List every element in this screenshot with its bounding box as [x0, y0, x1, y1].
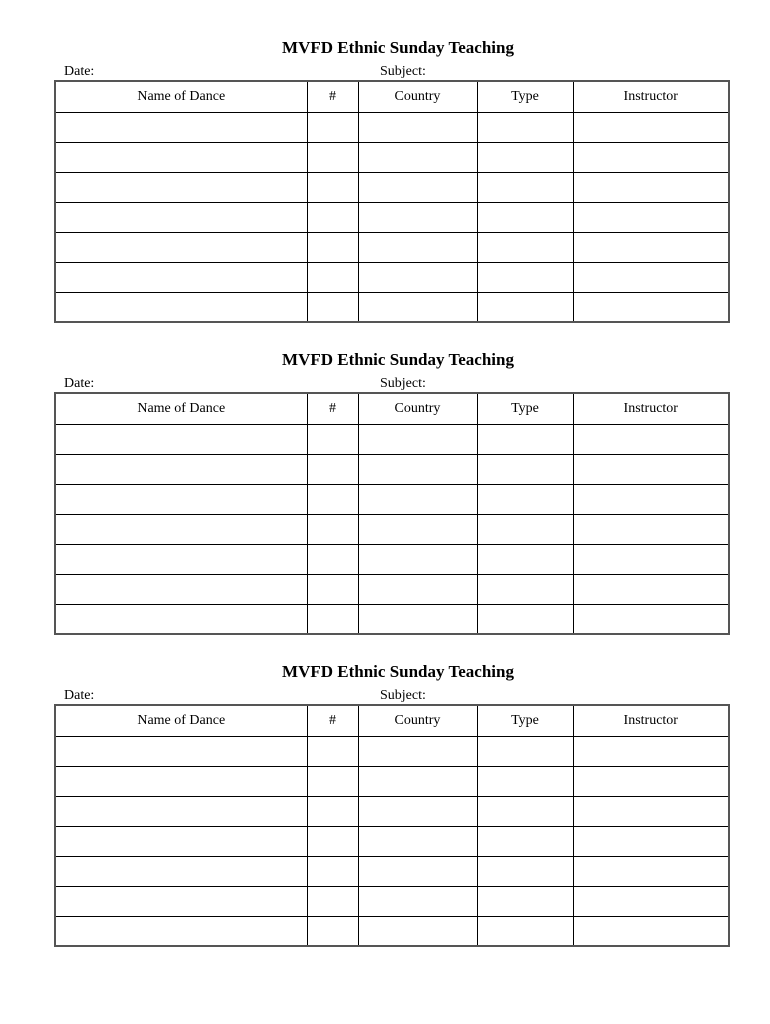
table-row [55, 856, 729, 886]
subject-label: Subject: [380, 64, 426, 79]
country-cell[interactable] [358, 886, 477, 916]
column-header-country: Country [358, 81, 477, 112]
country-cell[interactable] [358, 484, 477, 514]
table-row [55, 484, 729, 514]
country-cell[interactable] [358, 232, 477, 262]
instructor-cell[interactable] [573, 142, 729, 172]
instructor-cell[interactable] [573, 424, 729, 454]
table-row [55, 172, 729, 202]
number-cell[interactable] [307, 796, 358, 826]
column-header-name: Name of Dance [55, 393, 307, 424]
name-cell[interactable] [55, 544, 307, 574]
number-cell[interactable] [307, 856, 358, 886]
type-cell[interactable] [477, 604, 573, 634]
name-cell[interactable] [55, 202, 307, 232]
subject-label: Subject: [380, 688, 426, 703]
type-cell[interactable] [477, 232, 573, 262]
instructor-cell[interactable] [573, 262, 729, 292]
table-row [55, 766, 729, 796]
type-cell[interactable] [477, 262, 573, 292]
table-row [55, 454, 729, 484]
number-cell[interactable] [307, 172, 358, 202]
form-title: MVFD Ethnic Sunday Teaching [282, 38, 514, 57]
name-cell[interactable] [55, 454, 307, 484]
number-cell[interactable] [307, 886, 358, 916]
number-cell[interactable] [307, 826, 358, 856]
country-cell[interactable] [358, 574, 477, 604]
column-header-number: # [307, 705, 358, 736]
name-cell[interactable] [55, 514, 307, 544]
type-cell[interactable] [477, 202, 573, 232]
table-row [55, 232, 729, 262]
number-cell[interactable] [307, 604, 358, 634]
column-header-instructor: Instructor [573, 81, 729, 112]
type-cell[interactable] [477, 292, 573, 322]
instructor-cell[interactable] [573, 544, 729, 574]
type-cell[interactable] [477, 172, 573, 202]
number-cell[interactable] [307, 232, 358, 262]
name-cell[interactable] [55, 796, 307, 826]
country-cell[interactable] [358, 604, 477, 634]
dance-table [54, 80, 730, 323]
name-cell[interactable] [55, 826, 307, 856]
table-header-row [55, 705, 729, 736]
type-cell[interactable] [477, 574, 573, 604]
name-cell[interactable] [55, 736, 307, 766]
column-header-number: # [307, 393, 358, 424]
type-cell[interactable] [477, 856, 573, 886]
instructor-cell[interactable] [573, 916, 729, 946]
name-cell[interactable] [55, 916, 307, 946]
type-cell[interactable] [477, 826, 573, 856]
country-cell[interactable] [358, 172, 477, 202]
country-cell[interactable] [358, 826, 477, 856]
column-header-instructor: Instructor [573, 393, 729, 424]
instructor-cell[interactable] [573, 484, 729, 514]
country-cell[interactable] [358, 766, 477, 796]
country-cell[interactable] [358, 544, 477, 574]
instructor-cell[interactable] [573, 292, 729, 322]
form-title: MVFD Ethnic Sunday Teaching [282, 662, 514, 681]
name-cell[interactable] [55, 172, 307, 202]
instructor-cell[interactable] [573, 886, 729, 916]
number-cell[interactable] [307, 514, 358, 544]
number-cell[interactable] [307, 916, 358, 946]
number-cell[interactable] [307, 544, 358, 574]
instructor-cell[interactable] [573, 172, 729, 202]
type-cell[interactable] [477, 514, 573, 544]
date-label: Date: [64, 376, 95, 391]
column-header-number: # [307, 81, 358, 112]
number-cell[interactable] [307, 292, 358, 322]
table-row [55, 202, 729, 232]
subject-label: Subject: [380, 376, 426, 391]
instructor-cell[interactable] [573, 856, 729, 886]
type-cell[interactable] [477, 544, 573, 574]
column-header-type: Type [477, 81, 573, 112]
instructor-cell[interactable] [573, 202, 729, 232]
country-cell[interactable] [358, 292, 477, 322]
type-cell[interactable] [477, 886, 573, 916]
column-header-type: Type [477, 393, 573, 424]
type-cell[interactable] [477, 454, 573, 484]
form-title: MVFD Ethnic Sunday Teaching [282, 350, 514, 369]
table-row [55, 142, 729, 172]
type-cell[interactable] [477, 424, 573, 454]
type-cell[interactable] [477, 112, 573, 142]
country-cell[interactable] [358, 202, 477, 232]
number-cell[interactable] [307, 766, 358, 796]
table-row [55, 112, 729, 142]
name-cell[interactable] [55, 604, 307, 634]
type-cell[interactable] [477, 142, 573, 172]
name-cell[interactable] [55, 484, 307, 514]
number-cell[interactable] [307, 112, 358, 142]
name-cell[interactable] [55, 856, 307, 886]
country-cell[interactable] [358, 796, 477, 826]
date-label: Date: [64, 64, 95, 79]
table-row [55, 736, 729, 766]
instructor-cell[interactable] [573, 736, 729, 766]
type-cell[interactable] [477, 766, 573, 796]
number-cell[interactable] [307, 202, 358, 232]
number-cell[interactable] [307, 574, 358, 604]
table-row [55, 544, 729, 574]
country-cell[interactable] [358, 142, 477, 172]
instructor-cell[interactable] [573, 454, 729, 484]
type-cell[interactable] [477, 736, 573, 766]
column-header-country: Country [358, 705, 477, 736]
country-cell[interactable] [358, 736, 477, 766]
table-row [55, 514, 729, 544]
number-cell[interactable] [307, 736, 358, 766]
type-cell[interactable] [477, 796, 573, 826]
country-cell[interactable] [358, 856, 477, 886]
column-header-type: Type [477, 705, 573, 736]
instructor-cell[interactable] [573, 826, 729, 856]
dance-table [54, 704, 730, 947]
table-row [55, 916, 729, 946]
column-header-instructor: Instructor [573, 705, 729, 736]
instructor-cell[interactable] [573, 112, 729, 142]
column-header-country: Country [358, 393, 477, 424]
table-row [55, 796, 729, 826]
table-row [55, 292, 729, 322]
instructor-cell[interactable] [573, 766, 729, 796]
number-cell[interactable] [307, 142, 358, 172]
table-row [55, 574, 729, 604]
country-cell[interactable] [358, 424, 477, 454]
instructor-cell[interactable] [573, 574, 729, 604]
number-cell[interactable] [307, 424, 358, 454]
table-row [55, 886, 729, 916]
country-cell[interactable] [358, 112, 477, 142]
country-cell[interactable] [358, 262, 477, 292]
name-cell[interactable] [55, 142, 307, 172]
name-cell[interactable] [55, 424, 307, 454]
name-cell[interactable] [55, 292, 307, 322]
name-cell[interactable] [55, 262, 307, 292]
country-cell[interactable] [358, 454, 477, 484]
number-cell[interactable] [307, 454, 358, 484]
table-header-row [55, 81, 729, 112]
instructor-cell[interactable] [573, 232, 729, 262]
name-cell[interactable] [55, 886, 307, 916]
table-row [55, 424, 729, 454]
number-cell[interactable] [307, 484, 358, 514]
dance-table [54, 392, 730, 635]
number-cell[interactable] [307, 262, 358, 292]
column-header-name: Name of Dance [55, 81, 307, 112]
instructor-cell[interactable] [573, 514, 729, 544]
type-cell[interactable] [477, 484, 573, 514]
name-cell[interactable] [55, 112, 307, 142]
table-row [55, 826, 729, 856]
country-cell[interactable] [358, 514, 477, 544]
country-cell[interactable] [358, 916, 477, 946]
instructor-cell[interactable] [573, 796, 729, 826]
table-row [55, 604, 729, 634]
name-cell[interactable] [55, 232, 307, 262]
date-label: Date: [64, 688, 95, 703]
column-header-name: Name of Dance [55, 705, 307, 736]
table-header-row [55, 393, 729, 424]
table-row [55, 262, 729, 292]
name-cell[interactable] [55, 574, 307, 604]
type-cell[interactable] [477, 916, 573, 946]
instructor-cell[interactable] [573, 604, 729, 634]
name-cell[interactable] [55, 766, 307, 796]
